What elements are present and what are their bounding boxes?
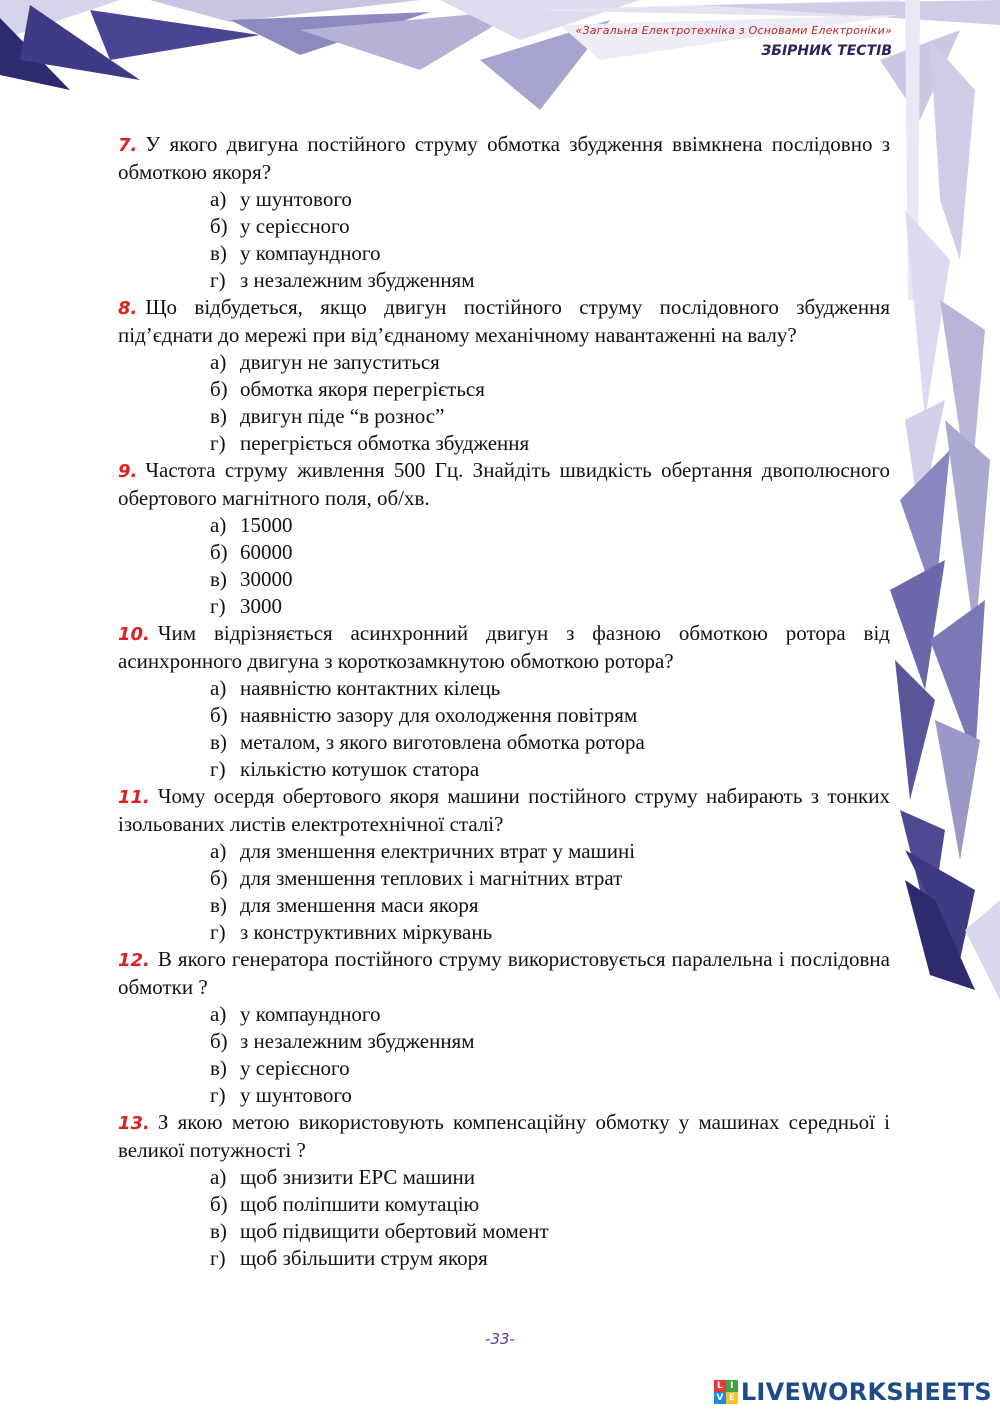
option-letter: г)	[210, 594, 226, 618]
running-header	[576, 24, 892, 59]
option-text: наявністю зазору для охолодження повітрям	[240, 703, 638, 727]
question-text: У якого двигуна постійного струму обмотка збудження ввімкнена послідовно з обмоткою якоря?	[118, 132, 890, 184]
option-letter: г)	[210, 268, 226, 292]
option-text: для зменшення маси якоря	[240, 893, 479, 917]
option-text: у компаундного	[240, 1002, 381, 1026]
question-number: 13.	[118, 1113, 150, 1134]
option-text: щоб підвищити обертовий момент	[240, 1219, 549, 1243]
question-number: 9.	[118, 461, 138, 482]
question-number: 7.	[118, 135, 138, 156]
option-letter: б)	[210, 1192, 228, 1216]
option-text: у шунтового	[240, 1083, 352, 1107]
questions-list	[118, 131, 890, 1272]
option-text: з конструктивних міркувань	[240, 920, 493, 944]
answer-options	[118, 1001, 890, 1109]
question-text: Чому осердя обертового якоря машини постійного струму набирають з тонких ізольованих листів електротехнічної сталі?	[118, 784, 890, 836]
option-letter: г)	[210, 1246, 226, 1270]
book-title: «Загальна Електротехніка з Основами Електроніки»	[575, 24, 892, 37]
logo-tile: I	[726, 1380, 738, 1392]
option-letter: б)	[210, 214, 228, 238]
answer-option[interactable]	[118, 675, 890, 702]
option-text: 15000	[240, 513, 293, 537]
option-letter: в)	[210, 893, 227, 917]
answer-option[interactable]	[118, 865, 890, 892]
answer-option[interactable]	[118, 403, 890, 430]
option-letter: б)	[210, 540, 228, 564]
option-text: 3000	[240, 594, 282, 618]
option-text: 60000	[240, 540, 293, 564]
answer-options	[118, 675, 890, 783]
question-3	[118, 457, 890, 512]
option-letter: в)	[210, 1219, 227, 1243]
answer-option[interactable]	[118, 702, 890, 729]
question-text: З якою метою використовують компенсаційну обмотку у машинах середньої і великої потужності ?	[118, 1110, 890, 1162]
answer-options	[118, 349, 890, 457]
answer-option[interactable]	[118, 240, 890, 267]
option-text: двигун не запуститься	[240, 350, 440, 374]
option-text: перегріється обмотка збудження	[240, 431, 530, 455]
answer-option[interactable]	[118, 349, 890, 376]
option-text: для зменшення теплових і магнітних втрат	[240, 866, 623, 890]
option-letter: б)	[210, 866, 228, 890]
answer-option[interactable]	[118, 756, 890, 783]
answer-option[interactable]	[118, 376, 890, 403]
answer-options	[118, 838, 890, 946]
option-text: щоб поліпшити комутацію	[240, 1192, 480, 1216]
question-text: Чим відрізняється асинхронний двигун з фазною обмоткою ротора від асинхронного двигуна з короткозамкнутою обмоткою ротора?	[118, 621, 890, 673]
option-text: 30000	[240, 567, 293, 591]
answer-option[interactable]	[118, 213, 890, 240]
option-letter: в)	[210, 1056, 227, 1080]
option-letter: г)	[210, 431, 226, 455]
option-letter: г)	[210, 757, 226, 781]
question-number: 12.	[118, 950, 150, 971]
option-letter: а)	[210, 676, 227, 700]
answer-option[interactable]	[118, 430, 890, 457]
answer-option[interactable]	[118, 566, 890, 593]
answer-option[interactable]	[118, 1164, 890, 1191]
answer-option[interactable]	[118, 593, 890, 620]
option-text: у серієсного	[240, 1056, 350, 1080]
option-letter: а)	[210, 350, 227, 374]
logo-tile: E	[726, 1392, 738, 1404]
option-text: з незалежним збудженням	[240, 268, 475, 292]
answer-option[interactable]	[118, 1245, 890, 1272]
option-letter: а)	[210, 187, 227, 211]
liveworksheets-brand[interactable]	[714, 1378, 992, 1406]
option-text: у компаундного	[240, 241, 381, 265]
option-letter: а)	[210, 1002, 227, 1026]
option-text: наявністю контактних кілець	[240, 676, 501, 700]
question-7	[118, 1109, 890, 1164]
option-letter: в)	[210, 241, 227, 265]
option-text: металом, з якого виготовлена обмотка ротора	[240, 730, 645, 754]
answer-option[interactable]	[118, 539, 890, 566]
answer-option[interactable]	[118, 919, 890, 946]
option-text: двигун піде “в рознос”	[240, 404, 445, 428]
question-6	[118, 946, 890, 1001]
option-text: у шунтового	[240, 187, 352, 211]
liveworksheets-logo-icon	[714, 1380, 738, 1404]
option-letter: а)	[210, 513, 227, 537]
answer-option[interactable]	[118, 1055, 890, 1082]
brand-text: LIVEWORKSHEETS	[740, 1378, 992, 1406]
option-letter: б)	[210, 703, 228, 727]
answer-options	[118, 186, 890, 294]
option-letter: в)	[210, 567, 227, 591]
option-letter: в)	[210, 730, 227, 754]
answer-option[interactable]	[118, 1218, 890, 1245]
logo-tile: V	[714, 1392, 726, 1404]
option-letter: б)	[210, 1029, 228, 1053]
option-letter: б)	[210, 377, 228, 401]
question-number: 11.	[118, 787, 150, 808]
question-text: В якого генератора постійного струму використовується паралельна і послідовна обмотки ?	[118, 947, 890, 999]
logo-tile: L	[714, 1380, 726, 1392]
option-text: щоб збільшити струм якоря	[240, 1246, 488, 1270]
option-text: обмотка якоря перегріється	[240, 377, 485, 401]
answer-option[interactable]	[118, 1001, 890, 1028]
option-letter: а)	[210, 839, 227, 863]
option-letter: г)	[210, 920, 226, 944]
option-text: з незалежним збудженням	[240, 1029, 475, 1053]
page-number: -33-	[485, 1330, 515, 1348]
answer-option[interactable]	[118, 892, 890, 919]
answer-option[interactable]	[118, 1191, 890, 1218]
option-letter: а)	[210, 1165, 227, 1189]
answer-option[interactable]	[118, 512, 890, 539]
question-2	[118, 294, 890, 349]
answer-option[interactable]	[118, 1028, 890, 1055]
option-letter: г)	[210, 1083, 226, 1107]
answer-option[interactable]	[118, 1082, 890, 1109]
answer-options	[118, 512, 890, 620]
question-text: Частота струму живлення 500 Гц. Знайдіть швидкість обертання двополюсного обертового магнітного поля, об/хв.	[118, 458, 890, 510]
header-subtitle: ЗБІРНИК ТЕСТІВ	[761, 43, 892, 59]
option-text: кількістю котушок статора	[240, 757, 480, 781]
answer-option[interactable]	[118, 267, 890, 294]
option-text: щоб знизити ЕРС машини	[240, 1165, 475, 1189]
question-number: 8.	[118, 298, 138, 319]
question-5	[118, 783, 890, 838]
option-text: у серієсного	[240, 214, 350, 238]
option-text: для зменшення електричних втрат у машині	[240, 839, 636, 863]
answer-options	[118, 1164, 890, 1272]
answer-option[interactable]	[118, 838, 890, 865]
question-1	[118, 131, 890, 186]
question-4	[118, 620, 890, 675]
option-letter: в)	[210, 404, 227, 428]
answer-option[interactable]	[118, 186, 890, 213]
answer-option[interactable]	[118, 729, 890, 756]
question-text: Що відбудеться, якщо двигун постійного струму послідовного збудження під’єднати до мережі при від’єднаному механічному навантаженні на валу?	[118, 295, 890, 347]
question-number: 10.	[118, 624, 150, 645]
